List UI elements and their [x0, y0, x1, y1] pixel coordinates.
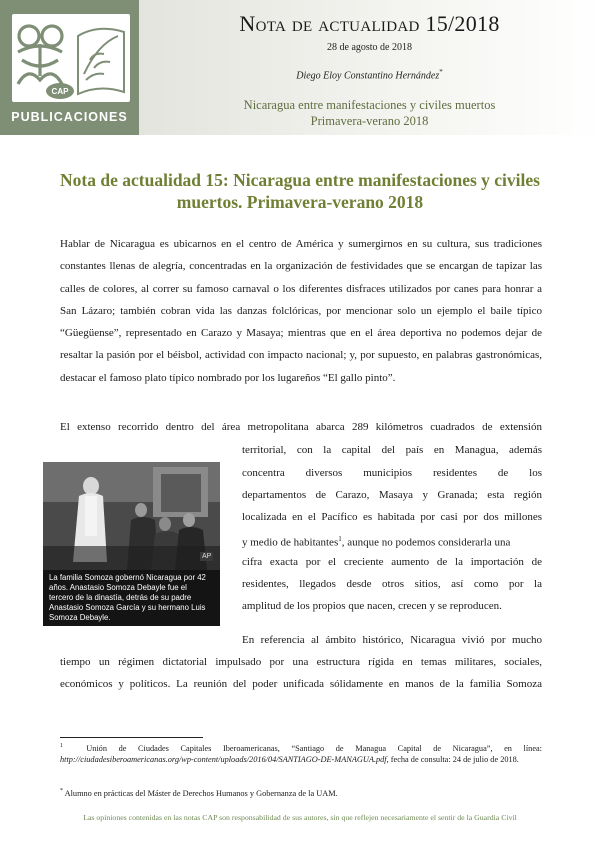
paragraph-2-line: localizada en el Pacífico es habitada por casi por dos millones — [242, 511, 542, 523]
paragraph-1: Hablar de Nicaragua es ubicarnos en el centro de América y sumergirnos en su cultura, sus tradiciones constantes llenas de alegría, concentradas en la organización de festividades que se encargan de tapizar las calles de colores, al correr su famoso carnaval o los diferentes disfraces utilizados por canes para honrar a San Lázaro; también cobran vida las danzas folclóricas, por mencionar solo un ejemplo el baile típico “Güegüense”, representado en Carazo y Masaya; mientras que en el área deportiva no podemos dejar de resaltar la pasión por el béisbol, actividad con impacto nacional; y, por supuesto, en palabras gastronómicas, destacar el famoso plato típico nombrado por los lugareños “El gallo pinto”. — [60, 238, 542, 384]
paragraph-2-text: aunque no podemos considerarla una — [347, 536, 511, 549]
article-title: Nota de actualidad 15: Nicaragua entre manifestaciones y civiles muertos. Primavera-verano 2018 — [60, 170, 540, 212]
footnote-2-mark: * — [60, 788, 63, 794]
footnote-1-tail: , fecha de consulta: 24 de julio de 2018. — [386, 754, 519, 764]
comma: , — [341, 536, 345, 549]
paragraph-2-line: cifra exacta por el creciente aumento de la importación de — [242, 556, 542, 568]
photo-image — [43, 462, 220, 570]
paragraph-2-line: territorial, con la capital del país en Managua, además — [242, 444, 542, 456]
footnote-1-link[interactable]: http://ciudadesiberoamericanas.org/wp-content/uploads/2016/04/SANTIAGO-DE-MANAGUA.pdf — [60, 754, 387, 764]
paragraph-2-line: El extenso recorrido dentro del área metropolitana abarca 289 kilómetros cuadrados de extensión — [60, 421, 542, 433]
footnote-1-text: Unión de Ciudades Capitales Iberoamericanas, “Santiago de Managua Capital de Nicaragua”, en línea: — [86, 743, 542, 753]
paragraph-2-line: departamentos de Carazo, Masaya y Granada; esta región — [242, 489, 542, 501]
owl-book-icon — [12, 14, 130, 102]
author-mark: * — [439, 68, 443, 76]
footnote-2-text: Alumno en prácticas del Máster de Derechos Humanos y Gobernanza de la UAM. — [64, 788, 338, 798]
paragraph-2-line: concentra diversos municipios residentes de los — [242, 467, 542, 479]
footnote-1 — [60, 741, 542, 765]
footnote-1-number: 1 — [60, 743, 63, 749]
photo-caption: La familia Somoza gobernó Nicaragua por 42 años. Anastasio Somoza Debayle fue el tercero de la dinastía, detrás de su padre Anastasio Somoza García y su hermano Luis Somoza Debayle. — [49, 573, 206, 622]
header-subtitle-1: Nicaragua entre manifestaciones y civiles muertos — [243, 98, 496, 112]
cap-badge: CAP — [51, 87, 69, 96]
author-name: Diego Eloy Constantino Hernández — [296, 70, 440, 82]
footnote-rule — [60, 737, 203, 738]
logo-label: PUBLICACIONES — [11, 110, 128, 124]
footnote-2 — [60, 786, 542, 799]
publicaciones-logo — [0, 0, 139, 135]
paragraph-2-text: y medio de habitantes — [242, 536, 339, 549]
ap-badge: AP — [202, 553, 212, 560]
nota-title: Nota de actualidad 15/2018 — [239, 11, 500, 36]
disclaimer: Las opiniones contenidas en las notas CAP son responsabilidad de sus autores, sin que reflejen necesariamente el sentir de la Guardia Civil — [83, 813, 517, 822]
nota-author — [139, 68, 600, 81]
footnote-ref-1: 1 — [338, 535, 342, 543]
paragraph-2-line: residentes, llegados desde otros sitios, así como por la — [242, 578, 542, 590]
paragraph-3-line: tiempo un régimen dictatorial impulsado por una estructura rígida en temas militares, sociales, — [60, 656, 542, 668]
header-subtitle-2: Primavera-verano 2018 — [310, 114, 429, 128]
paragraph-2-line: amplitud de los propios que nacen, crecen y se reproducen. — [242, 600, 502, 612]
cap-emblem — [12, 14, 130, 102]
nota-date: 28 de agosto de 2018 — [327, 42, 412, 53]
paragraph-3-line: económicos y políticos. La reunión del poder unificada sólidamente en manos de la familia Somoza — [60, 678, 542, 690]
paragraph-3-line: En referencia al ámbito histórico, Nicaragua vivió por mucho — [242, 634, 542, 646]
